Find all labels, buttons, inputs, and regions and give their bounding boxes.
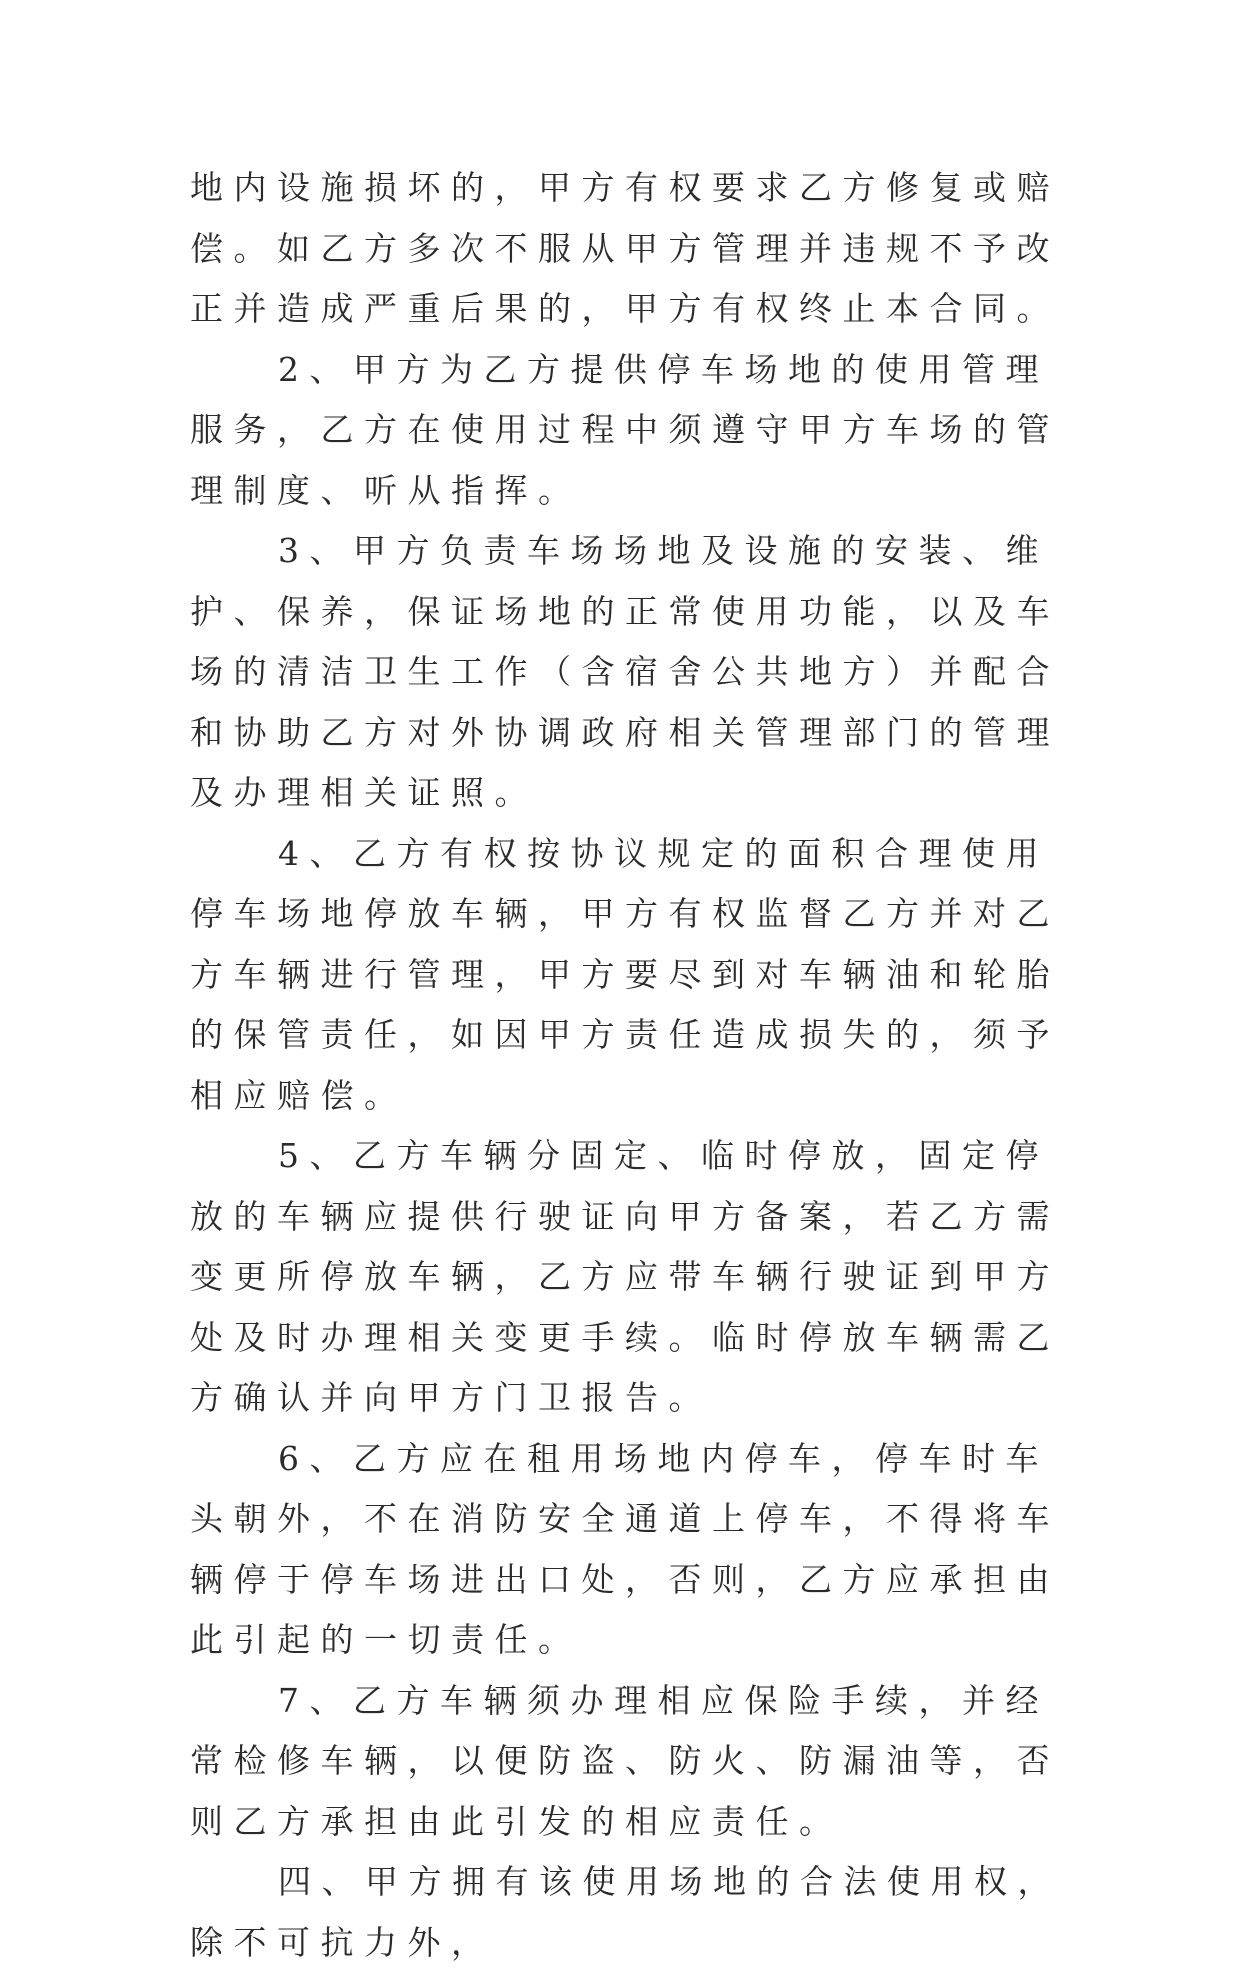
paragraph-clause-2: 2、甲方为乙方提供停车场地的使用管理服务，乙方在使用过程中须遵守甲方车场的管理制度、听从指挥。 xyxy=(190,349,1060,510)
paragraph-clause-4: 4、乙方有权按协议规定的面积合理使用停车场地停放车辆，甲方有权监督乙方并对乙方车辆进行管理，甲方要尽到对车辆油和轮胎的保管责任，如因甲方责任造成损失的，须予相应赔偿。 xyxy=(190,833,1060,1115)
paragraph-clause-7: 7、乙方车辆须办理相应保险手续，并经常检修车辆，以便防盗、防火、防漏油等，否则乙方承担由此引发的相应责任。 xyxy=(190,1680,1060,1841)
paragraph-continued: 地内设施损坏的，甲方有权要求乙方修复或赔偿。如乙方多次不服从甲方管理并违规不予改正并造成严重后果的，甲方有权终止本合同。 xyxy=(190,168,1060,328)
paragraph-section-four: 四、甲方拥有该使用场地的合法使用权，除不可抗力外， xyxy=(190,1862,1061,1962)
document-body xyxy=(190,158,1070,1973)
paragraph-clause-3: 3、甲方负责车场场地及设施的安装、维护、保养，保证场地的正常使用功能，以及车场的清洁卫生工作（含宿舍公共地方）并配合和协助乙方对外协调政府相关管理部门的管理及办理相关证照。 xyxy=(190,531,1060,812)
paragraph-clause-6: 6、乙方应在租用场地内停车，停车时车头朝外，不在消防安全通道上停车，不得将车辆停于停车场进出口处，否则，乙方应承担由此引起的一切责任。 xyxy=(190,1438,1060,1659)
paragraph-clause-5: 5、乙方车辆分固定、临时停放，固定停放的车辆应提供行驶证向甲方备案，若乙方需变更所停放车辆，乙方应带车辆行驶证到甲方处及时办理相关变更手续。临时停放车辆需乙方确认并向甲方门卫报告。 xyxy=(190,1136,1060,1417)
